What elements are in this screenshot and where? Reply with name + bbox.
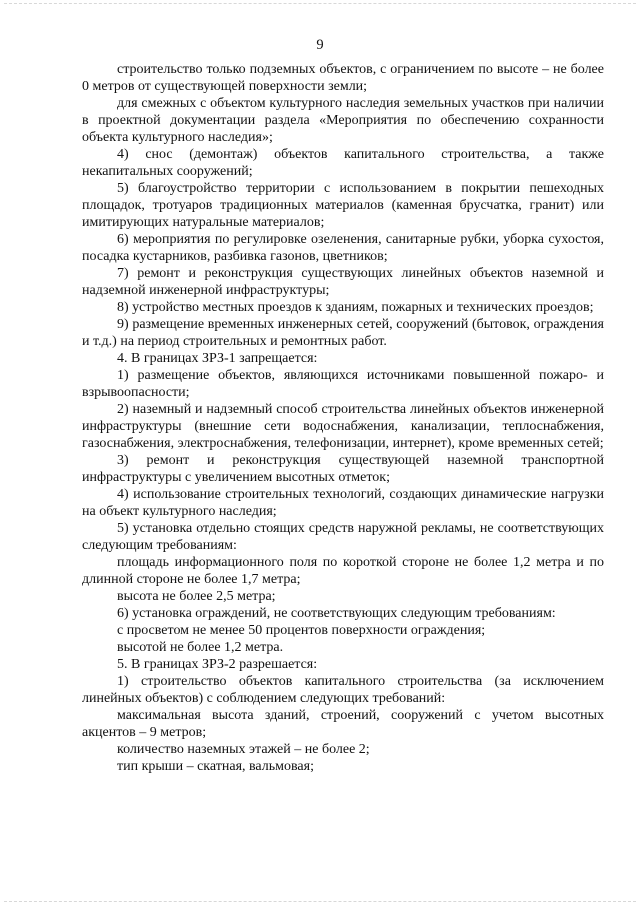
paragraph: 6) установка ограждений, не соответствующих следующим требованиям: — [117, 606, 556, 621]
paragraph: 4) использование строительных технологий, создающих динамические нагрузки на объект культурного наследия; — [82, 487, 604, 519]
paragraph: высота не более 2,5 метра; — [117, 589, 276, 604]
paragraph: 9) размещение временных инженерных сетей, сооружений (бытовок, ограждения и т.д.) на период строительных и ремонтных работ. — [82, 317, 604, 349]
paragraph: 1) размещение объектов, являющихся источниками повышенной пожаро- и взрывоопасности; — [82, 368, 604, 400]
paragraph: 8) устройство местных проездов к зданиям, пожарных и технических проездов; — [117, 300, 594, 315]
paragraph: 5) установка отдельно стоящих средств наружной рекламы, не соответствующих следующим требованиям: — [82, 521, 604, 553]
paragraph: 3) ремонт и реконструкция существующей наземной транспортной инфраструктуры с увеличением высотных отметок; — [82, 453, 604, 485]
paragraph: 4) снос (демонтаж) объектов капитального строительства, а также некапитальных сооружений; — [82, 147, 604, 179]
paragraph: 7) ремонт и реконструкция существующих линейных объектов наземной и надземной инженерной инфраструктуры; — [82, 266, 604, 298]
paragraph: количество наземных этажей – не более 2; — [117, 742, 370, 757]
paragraph: тип крыши – скатная, вальмовая; — [117, 759, 314, 774]
paragraph: строительство только подземных объектов, с ограничением по высоте – не более 0 метров от существующей поверхности земли; — [82, 62, 604, 94]
paragraph: высотой не более 1,2 метра. — [117, 640, 284, 655]
paragraph: 5) благоустройство территории с использованием в покрытии пешеходных площадок, тротуаров традиционных материалов (каменная брусчатка, гранит) или имитирующих натуральные материалов; — [82, 181, 604, 230]
page-number: 9 — [316, 37, 324, 53]
paragraph: с просветом не менее 50 процентов поверхности ограждения; — [117, 623, 486, 638]
paragraph: для смежных с объектом культурного наследия земельных участков при наличии в проектной документации раздела «Мероприятия по обеспечению сохранности объекта культурного наследия»; — [82, 96, 604, 145]
section-heading: 4. В границах ЗРЗ-1 запрещается: — [117, 351, 318, 366]
document-body — [82, 61, 604, 775]
paragraph: 2) наземный и надземный способ строительства линейных объектов инженерной инфраструктуры (внешние сети водоснабжения, канализации, теплоснабжения, газоснабжения, электроснабжения, телефонизации, интернет), кроме временных сетей; — [82, 402, 604, 451]
page-top-edge — [4, 3, 636, 4]
section-heading: 5. В границах ЗРЗ-2 разрешается: — [117, 657, 318, 672]
paragraph: площадь информационного поля по короткой стороне не более 1,2 метра и по длинной стороне не более 1,7 метра; — [82, 555, 604, 587]
paragraph: 1) строительство объектов капитального строительства (за исключением линейных объектов) с соблюдением следующих требований: — [82, 674, 604, 706]
paragraph: 6) мероприятия по регулировке озеленения, санитарные рубки, уборка сухостоя, посадка кустарников, разбивка газонов, цветников; — [82, 232, 604, 264]
paragraph: максимальная высота зданий, строений, сооружений с учетом высотных акцентов – 9 метров; — [82, 708, 604, 740]
page-bottom-edge — [4, 901, 636, 902]
